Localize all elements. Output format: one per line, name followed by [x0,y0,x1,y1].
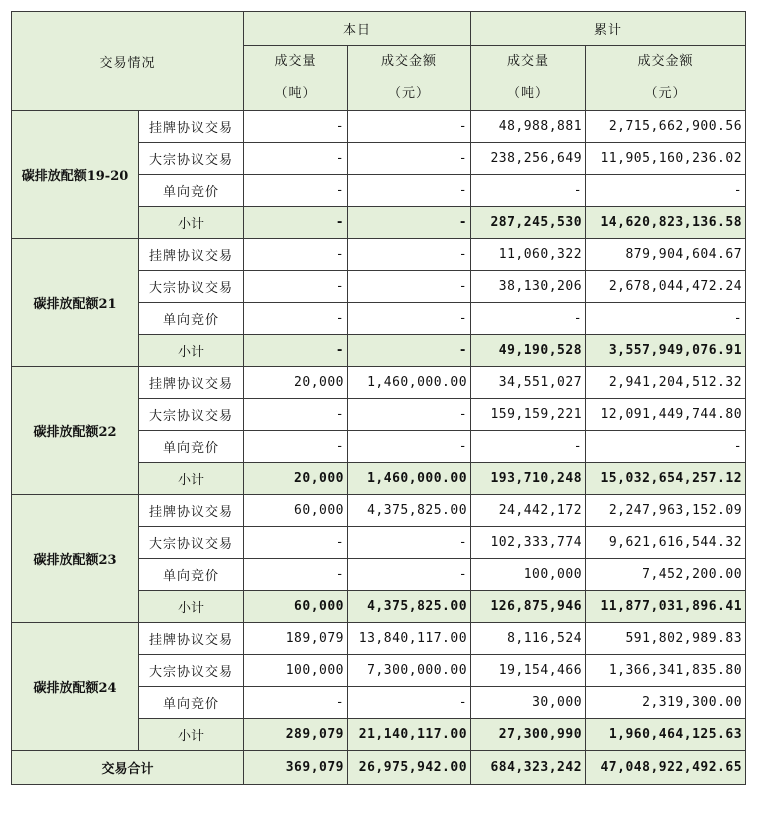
today-volume-cell: - [244,559,348,591]
subtotal-today-volume: 289,079 [244,719,348,751]
cum-amount-cell: 1,366,341,835.80 [586,655,746,687]
grand-total-label: 交易合计 [12,751,244,785]
today-amount-cell: - [348,687,471,719]
cum-volume-unit: （吨） [471,78,586,111]
today-amount-cell: - [348,559,471,591]
table-row [12,623,746,655]
cum-volume-cell: 48,988,881 [471,111,586,143]
subtotal-today-amount: 1,460,000.00 [348,463,471,495]
trade-type-label: 大宗协议交易 [139,143,244,175]
today-volume-cell: 20,000 [244,367,348,399]
subtotal-today-amount: 4,375,825.00 [348,591,471,623]
cum-amount-cell: 9,621,616,544.32 [586,527,746,559]
header-row-1 [12,12,746,46]
today-amount-cell: 1,460,000.00 [348,367,471,399]
today-volume-cell: 189,079 [244,623,348,655]
subtotal-label: 小计 [139,591,244,623]
today-amount-header: 成交金额 [348,46,471,78]
cum-volume-cell: 159,159,221 [471,399,586,431]
subtotal-today-volume: 60,000 [244,591,348,623]
allowance-group-label: 碳排放配额24 [12,623,139,751]
subtotal-today-amount: 21,140,117.00 [348,719,471,751]
subtotal-today-volume: 20,000 [244,463,348,495]
trade-type-label: 单向竞价 [139,175,244,207]
today-volume-cell: - [244,239,348,271]
trade-type-label: 单向竞价 [139,431,244,463]
today-amount-cell: - [348,239,471,271]
cum-amount-cell: 12,091,449,744.80 [586,399,746,431]
grand-total-today-volume: 369,079 [244,751,348,785]
cum-volume-cell: 100,000 [471,559,586,591]
grand-total-row [12,751,746,785]
today-amount-cell: - [348,399,471,431]
today-volume-cell: - [244,527,348,559]
subtotal-label: 小计 [139,335,244,367]
cum-volume-cell: - [471,303,586,335]
subtotal-cum-amount: 3,557,949,076.91 [586,335,746,367]
subtotal-label: 小计 [139,463,244,495]
subtotal-label: 小计 [139,719,244,751]
allowance-group-label: 碳排放配额19-20 [12,111,139,239]
today-volume-cell: - [244,271,348,303]
subtotal-cum-volume: 287,245,530 [471,207,586,239]
today-volume-cell: - [244,175,348,207]
subtotal-cum-volume: 126,875,946 [471,591,586,623]
grand-total-today-amount: 26,975,942.00 [348,751,471,785]
cum-amount-cell: - [586,175,746,207]
subtotal-cum-volume: 193,710,248 [471,463,586,495]
cum-amount-cell: - [586,431,746,463]
subtotal-cum-amount: 14,620,823,136.58 [586,207,746,239]
category-header: 交易情况 [12,12,244,111]
cum-amount-header: 成交金额 [586,46,746,78]
subtotal-today-amount: - [348,207,471,239]
trade-type-label: 单向竞价 [139,303,244,335]
today-amount-cell: 7,300,000.00 [348,655,471,687]
allowance-group-label: 碳排放配额22 [12,367,139,495]
trade-type-label: 单向竞价 [139,559,244,591]
cumulative-header: 累计 [471,12,746,46]
subtotal-cum-amount: 11,877,031,896.41 [586,591,746,623]
allowance-group-label: 碳排放配额23 [12,495,139,623]
today-amount-cell: 4,375,825.00 [348,495,471,527]
today-header: 本日 [244,12,471,46]
trade-type-label: 大宗协议交易 [139,527,244,559]
cum-volume-cell: 238,256,649 [471,143,586,175]
today-volume-cell: - [244,399,348,431]
cum-volume-header: 成交量 [471,46,586,78]
trade-type-label: 挂牌协议交易 [139,239,244,271]
today-amount-cell: - [348,303,471,335]
table-row [12,111,746,143]
trade-type-label: 大宗协议交易 [139,655,244,687]
today-amount-cell: - [348,175,471,207]
cum-volume-cell: 102,333,774 [471,527,586,559]
grand-total-cum-amount: 47,048,922,492.65 [586,751,746,785]
table-row [12,367,746,399]
trade-type-label: 挂牌协议交易 [139,623,244,655]
trade-type-label: 大宗协议交易 [139,399,244,431]
cum-amount-unit: （元） [586,78,746,111]
table-row [12,239,746,271]
cum-volume-cell: 34,551,027 [471,367,586,399]
trade-type-label: 单向竞价 [139,687,244,719]
cum-amount-cell: 2,715,662,900.56 [586,111,746,143]
trade-type-label: 挂牌协议交易 [139,495,244,527]
cum-amount-cell: 591,802,989.83 [586,623,746,655]
grand-total-cum-volume: 684,323,242 [471,751,586,785]
subtotal-today-volume: - [244,207,348,239]
today-volume-cell: - [244,111,348,143]
today-amount-cell: - [348,431,471,463]
today-amount-cell: - [348,111,471,143]
trade-type-label: 大宗协议交易 [139,271,244,303]
today-volume-header: 成交量 [244,46,348,78]
today-volume-unit: （吨） [244,78,348,111]
today-amount-unit: （元） [348,78,471,111]
today-amount-cell: - [348,527,471,559]
cum-volume-cell: 24,442,172 [471,495,586,527]
today-volume-cell: - [244,143,348,175]
subtotal-today-volume: - [244,335,348,367]
today-volume-cell: - [244,303,348,335]
cum-amount-cell: 7,452,200.00 [586,559,746,591]
subtotal-cum-amount: 1,960,464,125.63 [586,719,746,751]
cum-amount-cell: 2,941,204,512.32 [586,367,746,399]
cum-volume-cell: 38,130,206 [471,271,586,303]
subtotal-cum-volume: 27,300,990 [471,719,586,751]
cum-volume-cell: 11,060,322 [471,239,586,271]
cum-amount-cell: - [586,303,746,335]
today-amount-cell: - [348,143,471,175]
subtotal-cum-amount: 15,032,654,257.12 [586,463,746,495]
cum-amount-cell: 2,319,300.00 [586,687,746,719]
trade-type-label: 挂牌协议交易 [139,111,244,143]
today-volume-cell: - [244,687,348,719]
trading-summary-table [11,11,746,785]
allowance-group-label: 碳排放配额21 [12,239,139,367]
cum-amount-cell: 11,905,160,236.02 [586,143,746,175]
subtotal-today-amount: - [348,335,471,367]
today-amount-cell: - [348,271,471,303]
cum-amount-cell: 2,247,963,152.09 [586,495,746,527]
cum-volume-cell: - [471,175,586,207]
cum-volume-cell: 30,000 [471,687,586,719]
today-volume-cell: 100,000 [244,655,348,687]
today-volume-cell: - [244,431,348,463]
cum-volume-cell: - [471,431,586,463]
subtotal-cum-volume: 49,190,528 [471,335,586,367]
cum-volume-cell: 19,154,466 [471,655,586,687]
cum-amount-cell: 2,678,044,472.24 [586,271,746,303]
table-row [12,495,746,527]
cum-volume-cell: 8,116,524 [471,623,586,655]
table-body [12,111,746,751]
cum-amount-cell: 879,904,604.67 [586,239,746,271]
today-volume-cell: 60,000 [244,495,348,527]
today-amount-cell: 13,840,117.00 [348,623,471,655]
subtotal-label: 小计 [139,207,244,239]
trading-summary-table-wrapper [11,11,746,785]
trade-type-label: 挂牌协议交易 [139,367,244,399]
